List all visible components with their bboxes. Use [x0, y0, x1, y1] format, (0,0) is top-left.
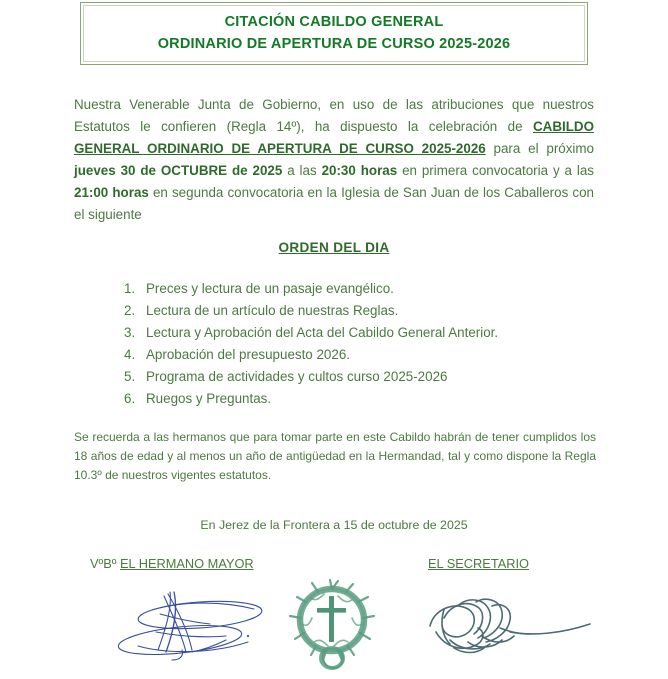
agenda-list [124, 278, 584, 410]
list-item-label: Lectura y Aprobación del Acta del Cabildo General Anterior. [146, 325, 499, 340]
paragraph-emphasis-time-second: 21:00 horas [74, 185, 149, 200]
list-item-number: 3. [124, 325, 136, 340]
place-and-date: En Jerez de la Frontera a 15 de octubre de 2025 [200, 518, 468, 532]
list-item [124, 366, 584, 388]
list-item [124, 388, 584, 410]
list-item-number: 2. [124, 303, 136, 318]
header-title-inner [81, 3, 587, 64]
list-item [124, 278, 584, 300]
signature-labels [0, 556, 668, 576]
list-item-label: Aprobación del presupuesto 2026. [146, 347, 350, 362]
main-paragraph [74, 94, 594, 226]
paragraph-emphasis-time-first: 20:30 horas [321, 163, 398, 178]
attendance-note: Se recuerda a las hermanos que para tomar parte en este Cabildo habrán de tener cumplidos los 18 años de edad y al menos un año de antigüedad en la Hermandad, tal y como dispone la Regla 10.3º de nuestros vigentes estatutos. [74, 430, 596, 482]
hermano-mayor-label [90, 556, 254, 571]
list-item-label: Lectura de un artículo de nuestras Reglas. [146, 303, 399, 318]
list-item-label: Programa de actividades y cultos curso 2025-2026 [146, 369, 448, 384]
hermano-mayor-title: EL HERMANO MAYOR [119, 556, 254, 571]
secretario-signature [424, 588, 604, 673]
header-title-line-1: CITACIÓN CABILDO GENERAL [224, 14, 444, 31]
visto-bueno-prefix: VºBº [90, 556, 120, 571]
list-item [124, 300, 584, 322]
paragraph-text-part-3: a las [282, 163, 322, 178]
paragraph-emphasis-date: jueves 30 de OCTUBRE de 2025 [74, 163, 283, 178]
paragraph-text-part-4: en primera convocatoria y a las [397, 163, 594, 178]
signature-area [0, 578, 668, 675]
paragraph-text-part-1: Nuestra Venerable Junta de Gobierno, en uso de las atribuciones que nuestros Estatutos le confieren (Regla 14º), ha dispuesto la celebración de [74, 97, 594, 134]
secretario-label: EL SECRETARIO [428, 556, 529, 571]
brotherhood-seal [286, 578, 378, 679]
hermano-mayor-signature [108, 580, 298, 675]
list-item-number: 5. [124, 369, 136, 384]
list-item-label: Ruegos y Preguntas. [146, 391, 272, 406]
paragraph-text-part-5: en segunda convocatoria en la Iglesia de San Juan de los Caballeros con el siguiente [74, 185, 594, 222]
agenda-heading: ORDEN DEL DIA [278, 240, 390, 255]
list-item [124, 344, 584, 366]
list-item [124, 322, 584, 344]
list-item-number: 4. [124, 347, 136, 362]
header-title-line-2: ORDINARIO DE APERTURA DE CURSO 2025-2026 [157, 35, 511, 52]
list-item-label: Preces y lectura de un pasaje evangélico. [146, 281, 394, 296]
list-item-number: 1. [124, 281, 136, 296]
paragraph-text-part-2: para el próximo [485, 141, 594, 156]
header-title-box [80, 2, 588, 65]
paragraph-emphasis-cabildo: CABILDO GENERAL ORDINARIO DE APERTURA DE CURSO 2025-2026 [74, 119, 594, 156]
list-item-number: 6. [124, 391, 136, 406]
